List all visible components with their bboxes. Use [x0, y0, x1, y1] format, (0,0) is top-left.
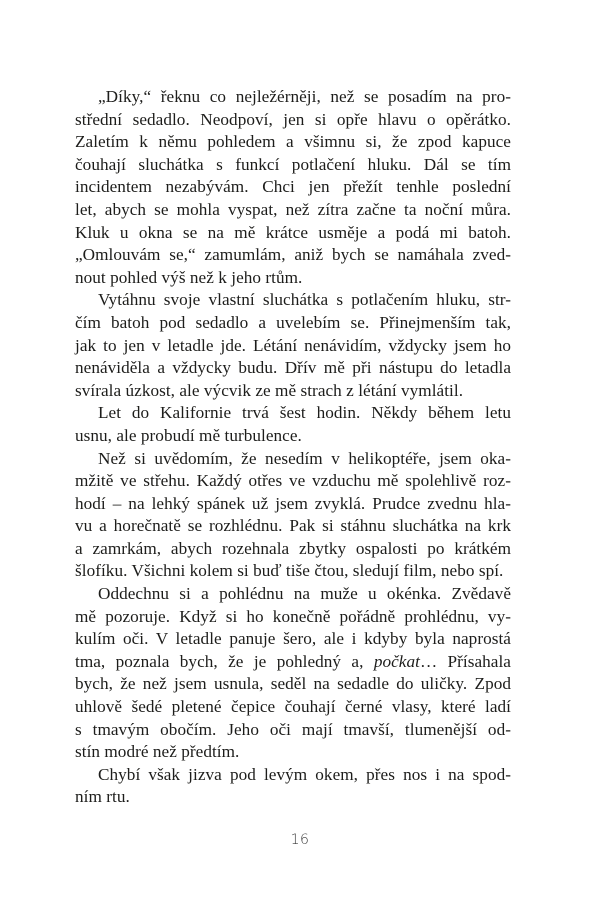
text-line: usnu, ale probudí mě turbulence.: [75, 425, 302, 445]
text-line: jak to jen v letadle jde. Létání nenávidím, vždycky jsem ho: [75, 335, 511, 355]
text-line: Než si uvědomím, že nesedím v helikoptéře, jsem oka-: [98, 448, 511, 468]
text-line: let, abych se mohla vyspat, než zítra začne ta noční můra.: [75, 199, 511, 219]
text-line: ním rtu.: [75, 787, 130, 807]
text-line: „Díky,“ řeknu co nejležérněji, než se posadím na pro-: [98, 87, 511, 106]
text-line: nout pohled výš než k jeho rtům.: [75, 267, 303, 287]
italic-emphasis: počkat: [373, 651, 420, 671]
text-line: střední sedadlo. Neodpoví, jen si opře hlavu o opěrátko.: [75, 109, 511, 129]
text-line: Let do Kalifornie trvá šest hodin. Někdy během letu: [98, 403, 511, 423]
text-line: Vytáhnu svoje vlastní sluchátka s potlačením hluku, str-: [98, 290, 511, 310]
text-line: mžitě ve střehu. Každý otřes ve vzduchu mě spolehlivě roz-: [75, 471, 511, 491]
text-line: stín modré než předtím.: [75, 742, 240, 762]
paragraph: [75, 448, 511, 584]
text-line: čouhají sluchátka s funkcí potlačení hluku. Dál se tím: [75, 154, 511, 174]
text-line: „Omlouvám se,“ zamumlám, aniž bych se namáhala zved-: [75, 245, 511, 265]
paragraph: [75, 583, 511, 764]
paragraph: [75, 86, 511, 289]
text-line: s tmavým obočím. Jeho oči mají tmavší, tlumenější od-: [75, 719, 511, 739]
text-line: čím batoh pod sedadlo a uvelebím se. Přinejmenším tak,: [75, 312, 511, 332]
text-line: Oddechnu si a pohlédnu na muže u okénka. Zvědavě: [98, 584, 511, 604]
text-line: Chybí však jizva pod levým okem, přes nos i na spod-: [98, 764, 511, 784]
text-line: a zamrkám, abych rozehnala zbytky ospalosti po krátkém: [75, 538, 511, 558]
text-line: incidentem nezabývám. Chci jen přežít tenhle poslední: [75, 177, 511, 197]
paragraph: [75, 764, 511, 809]
paragraph: [75, 289, 511, 402]
paragraph: [75, 402, 511, 447]
text-line: kulím oči. V letadle panuje šero, ale i kdyby byla naprostá: [75, 629, 511, 649]
text-line: svírala úzkost, ale výcvik ze mě strach z létání vymlátil.: [75, 380, 464, 400]
body-text: [75, 86, 511, 809]
text-line: Kluk u okna se na mě krátce usměje a podá mi batoh.: [75, 222, 511, 242]
line-start: tma, poznala bych, že je pohledný a,: [75, 651, 374, 671]
page-number: 16: [290, 832, 310, 848]
text-line: hodí – na lehký spánek už jsem zvyklá. Prudce zvednu hla-: [75, 493, 511, 513]
text-line: šlofíku. Všichni kolem si buď tiše čtou, sledují film, nebo spí.: [75, 561, 504, 581]
text-line: Zaletím k němu pohledem a všimnu si, že zpod kapuce: [75, 132, 511, 152]
text-line: nenáviděla a vždycky budu. Dřív mě při nástupu do letadla: [75, 358, 511, 378]
text-line: vu a horečnatě se rozhlédnu. Pak si stáhnu sluchátka na krk: [75, 516, 511, 536]
text-line-with-italic: [75, 651, 511, 674]
text-line: bych, že než jsem usnula, seděl na sedadle do uličky. Zpod: [75, 674, 511, 694]
text-line: mě pozoruje. Když si ho konečně pořádně prohlédnu, vy-: [75, 606, 511, 626]
text-line: uhlově šedé pletené čepice čouhají černé vlasy, které ladí: [75, 697, 511, 717]
line-end: … Přísahala: [419, 651, 511, 671]
